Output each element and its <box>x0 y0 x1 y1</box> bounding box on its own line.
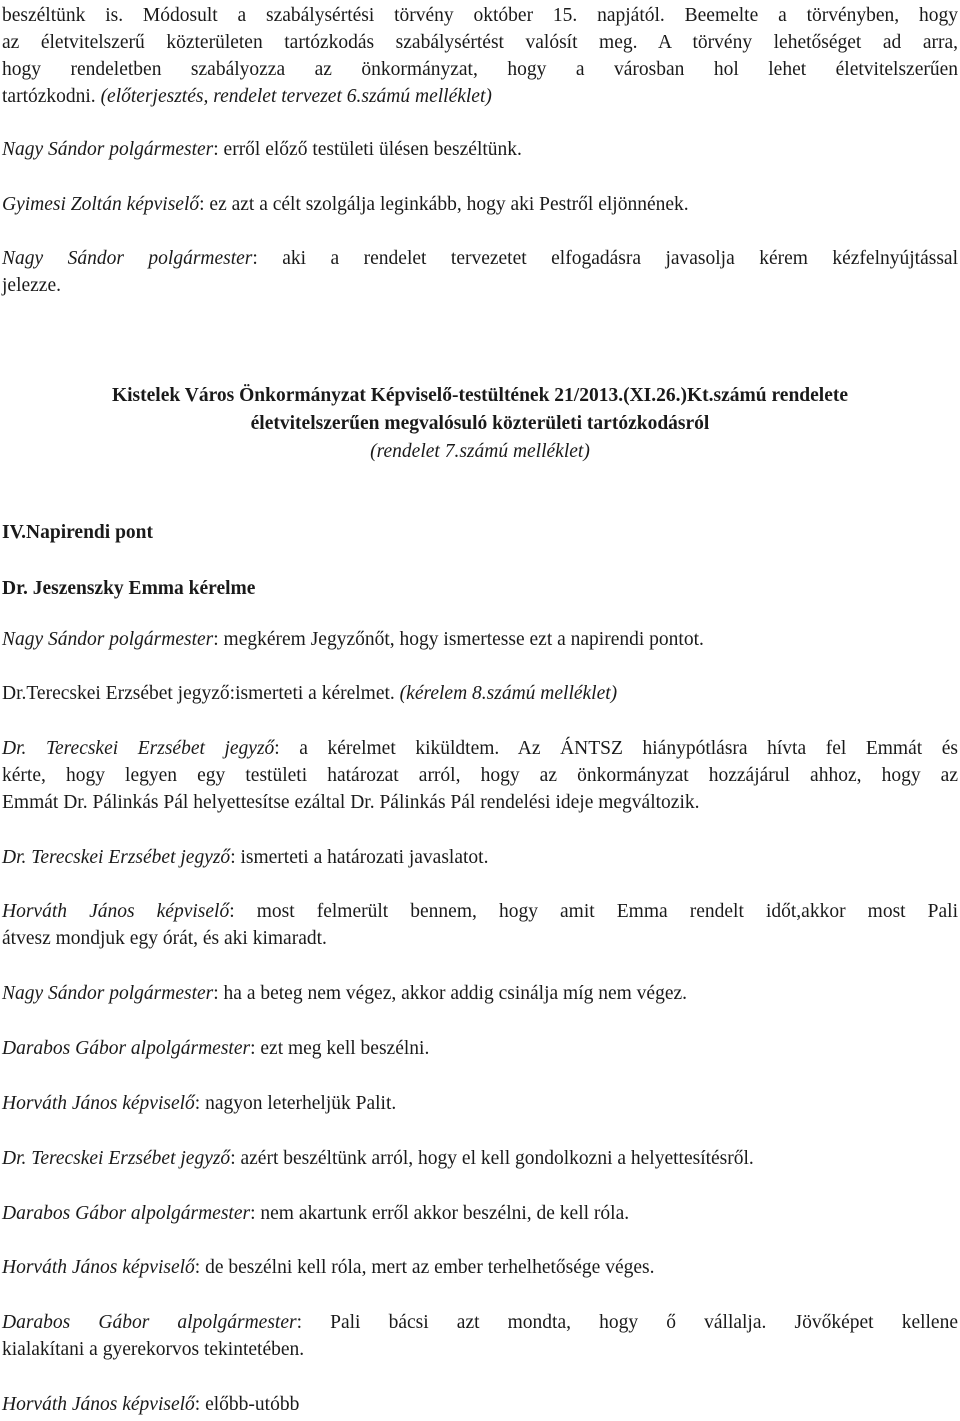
speech-paragraph <box>2 1254 958 1281</box>
intro-line-4 <box>2 83 958 110</box>
speaker-name: Horváth János képviselő <box>2 1093 195 1114</box>
speaker-name: Horváth János képviselő <box>2 1257 195 1278</box>
speaker-name: Horváth János képviselő <box>2 1394 195 1415</box>
speaker-name: Nagy Sándor polgármester <box>2 248 253 269</box>
speech-paragraph <box>2 898 958 952</box>
speech-text: kialakítani a gyerekorvos tekintetében. <box>2 1339 305 1360</box>
intro-line-3: hogy rendeletben szabályozza az önkormányzat, hogy a városban hol lehet életvitelszerűen <box>2 59 958 80</box>
speech-paragraph <box>2 1391 958 1418</box>
resolution-title: Kistelek Város Önkormányzat Képviselő-testültének 21/2013.(XI.26.)Kt.számú rendelete <box>111 385 849 406</box>
speech-paragraph <box>2 245 958 299</box>
speech-text: : megkérem Jegyzőnőt, hogy ismertesse ezt a napirendi pontot. <box>213 629 704 650</box>
speech-text: Dr.Terecskei Erzsébet jegyző:ismerteti a kérelmet. <box>2 683 400 704</box>
speech-text: : ezt meg kell beszélni. <box>250 1038 430 1059</box>
speech-paragraph <box>2 1145 958 1172</box>
resolution-heading <box>2 382 958 466</box>
speech-text: átvesz mondjuk egy órát, és aki kimaradt. <box>2 928 327 949</box>
speech-text: : a kérelmet kiküldtem. Az ÁNTSZ hiánypótlásra hívta fel Emmát és <box>274 738 958 759</box>
speech-text: : ismerteti a határozati javaslatot. <box>230 847 489 868</box>
speech-text: : előbb-utóbb <box>194 1394 300 1415</box>
agenda-item-subject: Dr. Jeszenszky Emma kérelme <box>2 578 256 599</box>
speech-text: jelezze. <box>2 275 61 296</box>
speech-text: : erről előző testületi ülésen beszéltünk. <box>213 139 522 160</box>
speaker-name: Dr. Terecskei Erzsébet jegyző <box>2 1148 231 1169</box>
speaker-name: Dr. Terecskei Erzsébet jegyző <box>2 738 275 759</box>
speech-paragraph <box>2 1090 958 1117</box>
speaker-name: Darabos Gábor alpolgármester <box>2 1312 297 1333</box>
speech-paragraph <box>2 1035 958 1062</box>
speech-text: : most felmerült bennem, hogy amit Emma rendelt időt,akkor most Pali <box>229 901 958 922</box>
attachment-reference: (előterjesztés, rendelet tervezet 6.számú melléklet) <box>100 86 492 107</box>
attachment-reference: (kérelem 8.számú melléklet) <box>399 683 618 704</box>
speech-paragraph <box>2 626 958 653</box>
agenda-item-title: IV.Napirendi pont <box>2 522 154 543</box>
speech-text: : ha a beteg nem végez, akkor addig csinálja míg nem végez. <box>213 983 688 1004</box>
speech-text: kérte, hogy legyen egy testületi határozat arról, hogy az önkormányzat hozzájárul ahhoz, hogy az <box>2 765 958 786</box>
speech-text: : ez azt a célt szolgálja leginkább, hogy aki Pestről eljönnének. <box>199 194 689 215</box>
speech-text: : azért beszéltünk arról, hogy el kell gondolkozni a helyettesítésről. <box>230 1148 754 1169</box>
speaker-name: Nagy Sándor polgármester <box>2 983 214 1004</box>
speaker-name: Dr. Terecskei Erzsébet jegyző <box>2 847 231 868</box>
intro-text: tartózkodni. <box>2 86 101 107</box>
speaker-name: Horváth János képviselő <box>2 901 230 922</box>
speaker-name: Nagy Sándor polgármester <box>2 629 214 650</box>
speech-text: : de beszélni kell róla, mert az ember terhelhetősége véges. <box>194 1257 655 1278</box>
speaker-name: Nagy Sándor polgármester <box>2 139 214 160</box>
speech-paragraph <box>2 1309 958 1363</box>
speaker-name: Darabos Gábor alpolgármester <box>2 1203 251 1224</box>
speech-paragraph <box>2 735 958 816</box>
speaker-name: Darabos Gábor alpolgármester <box>2 1038 251 1059</box>
resolution-attachment: (rendelet 7.számú melléklet) <box>370 441 590 462</box>
speech-text: : aki a rendelet tervezetet elfogadásra javasolja kérem kézfelnyújtással <box>252 248 958 269</box>
speech-paragraph <box>2 680 958 707</box>
speech-paragraph <box>2 844 958 871</box>
intro-line-2: az életvitelszerű közterületen tartózkodás szabálysértést valósít meg. A törvény lehetőséget ad arra, <box>2 32 958 53</box>
speaker-name: Gyimesi Zoltán képviselő <box>2 194 200 215</box>
speech-text: : nem akartunk erről akkor beszélni, de kell róla. <box>250 1203 630 1224</box>
speech-text: Emmát Dr. Pálinkás Pál helyettesítse ezáltal Dr. Pálinkás Pál rendelési ideje megváltozik. <box>2 792 700 813</box>
speech-text: : nagyon leterheljük Palit. <box>194 1093 397 1114</box>
speech-paragraph <box>2 1200 958 1227</box>
speech-text: : Pali bácsi azt mondta, hogy ő vállalja. Jövőképet kellene <box>296 1312 958 1333</box>
intro-line-1: beszéltünk is. Módosult a szabálysértési törvény október 15. napjától. Beemelte a törvényben, hogy <box>2 5 958 26</box>
resolution-subject: életvitelszerűen megvalósuló közterületi tartózkodásról <box>250 413 710 434</box>
speech-paragraph <box>2 191 958 218</box>
intro-paragraph <box>2 2 958 110</box>
speech-paragraph <box>2 136 958 163</box>
speech-paragraph <box>2 980 958 1007</box>
